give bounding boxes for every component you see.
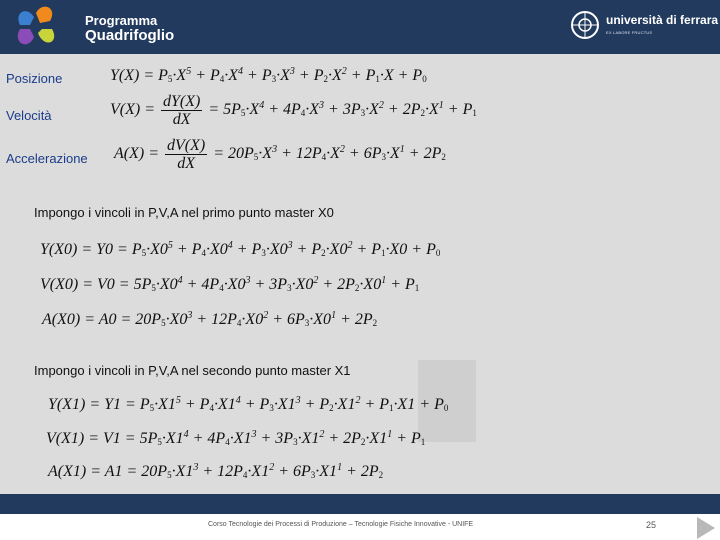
equation-position-x1: $Y(X1) = Y1 = P_5\cdot X1^5 + P_4\cdot X1^4 + P_3\cdot X1^3 + P_2\cdot X1^2 + P_1\cdot X1 + P_0$: [48, 395, 449, 413]
equation-velocity-x0: $V(X0) = V0 = 5P_5\cdot X0^4 + 4P_4\cdot X0^3 + 3P_3\cdot X0^2 + 2P_2\cdot X0^1 + P_1$: [40, 275, 420, 293]
constraint-text-x0: Impongo i vincoli in P,V,A nel primo punto master X0: [34, 205, 334, 220]
brand-title: [85, 13, 174, 43]
next-slide-arrow-icon[interactable]: [697, 517, 715, 539]
label-acceleration: Accelerazione: [6, 151, 88, 166]
equation-velocity: V(X) = $\frac{dY(X)}{dX}$ = $5P_5\cdot X^4 + 4P_4\cdot X^3 + 3P_3\cdot X^2 + 2P_2\cdot X^1 + P_1$: [110, 93, 477, 128]
equation-acceleration: A(X) = $\frac{dV(X)}{dX}$ = $20P_5\cdot X^3 + 12P_4\cdot X^2 + 6P_3\cdot X^1 + 2P_2$: [114, 137, 446, 172]
university-motto: EX LABORE FRUCTUS: [606, 30, 653, 35]
page-number: 25: [646, 520, 657, 530]
university-name: università di ferrara: [606, 13, 719, 27]
equation-position: $Y(X) = P_5\cdot X^5 + P_4\cdot X^4 + P_3\cdot X^3 + P_2\cdot X^2 + P_1\cdot X + P_0$: [110, 66, 427, 84]
university-seal-icon: [570, 10, 600, 40]
brand-line2: Quadrifoglio: [85, 27, 175, 44]
university-logo: [570, 10, 719, 44]
clover-logo-icon: [12, 3, 68, 51]
quadrifoglio-logo: [12, 3, 182, 51]
constraint-text-x1: Impongo i vincoli in P,V,A nel secondo punto master X1: [34, 363, 351, 378]
header-bar: [0, 0, 720, 54]
label-position: Posizione: [6, 71, 63, 86]
label-velocity: Velocità: [6, 108, 52, 123]
equation-position-x0: $Y(X0) = Y0 = P_5\cdot X0^5 + P_4\cdot X0^4 + P_3\cdot X0^3 + P_2\cdot X0^2 + P_1\cdot X0 + P_0$: [40, 240, 441, 258]
brand-line1: Programma: [85, 13, 158, 28]
footer-bar: [0, 494, 720, 514]
equation-acceleration-x1: $A(X1) = A1 = 20P_5\cdot X1^3 + 12P_4\cdot X1^2 + 6P_3\cdot X1^1 + 2P_2$: [48, 462, 384, 480]
footer-course-text: Corso Tecnologie dei Processi di Produzione – Tecnologie Fisiche Innovative - UNIFE: [208, 521, 474, 528]
equation-acceleration-x0: $A(X0) = A0 = 20P_5\cdot X0^3 + 12P_4\cdot X0^2 + 6P_3\cdot X0^1 + 2P_2$: [42, 310, 378, 328]
equation-velocity-x1: $V(X1) = V1 = 5P_5\cdot X1^4 + 4P_4\cdot X1^3 + 3P_3\cdot X1^2 + 2P_2\cdot X1^1 + P_1$: [46, 429, 426, 447]
